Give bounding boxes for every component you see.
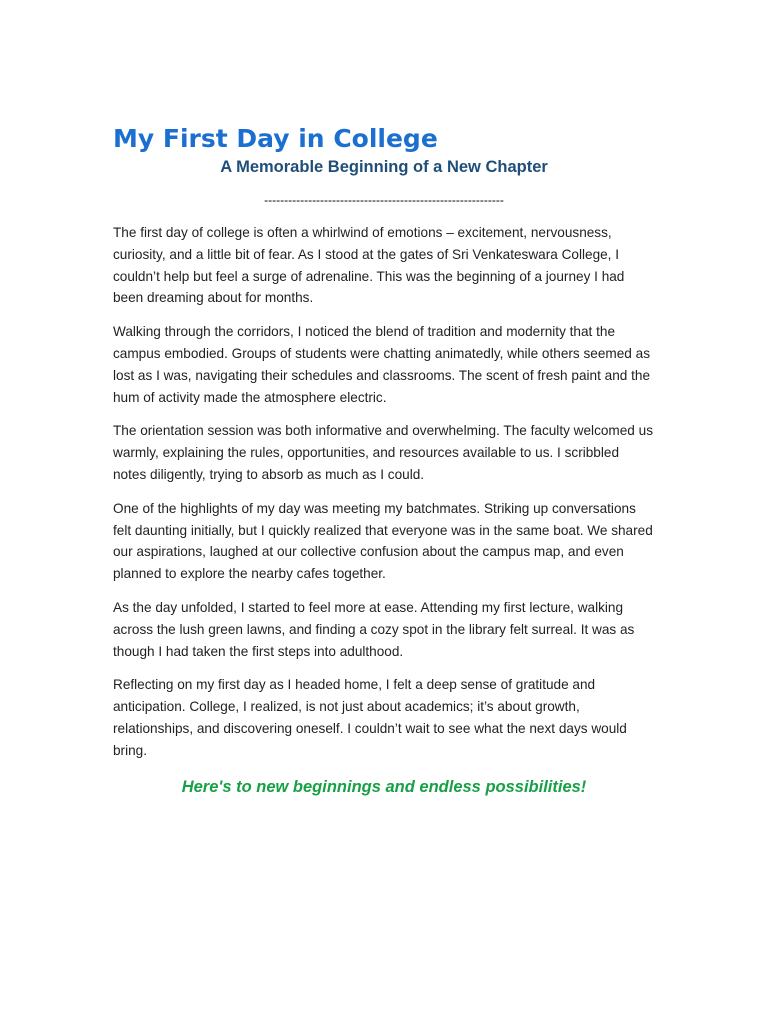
paragraph: Walking through the corridors, I noticed the blend of tradition and modernity that the campus embodied. Groups of students were chatting animatedly, while others seemed as lost as I was, navigating their schedules and classrooms. The scent of fresh paint and the hum of activity made the atmosphere electric. — [113, 324, 650, 405]
paragraph: The first day of college is often a whirlwind of emotions – excitement, nervousness, curiosity, and a little bit of fear. As I stood at the gates of Sri Venkateswara College, I couldn’t help but feel a surge of adrenaline. This was the beginning of a journey I had been dreaming about for months. — [113, 225, 625, 306]
paragraph: Reflecting on my first day as I headed home, I felt a deep sense of gratitude and anticipation. College, I realized, is not just about academics; it’s about growth, relationships, and discovering oneself. I couldn’t wait to see what the next days would bring. — [113, 677, 627, 758]
paragraph: The orientation session was both informative and overwhelming. The faculty welcomed us warmly, explaining the rules, opportunities, and resources available to us. I scribbled notes diligently, trying to absorb as much as I could. — [113, 423, 653, 482]
body-text — [113, 222, 655, 762]
paragraph: As the day unfolded, I started to feel more at ease. Attending my first lecture, walking across the lush green lawns, and finding a cozy spot in the library felt surreal. It was as though I had taken the first steps into adulthood. — [113, 599, 635, 659]
page-subtitle: A Memorable Beginning of a New Chapter — [220, 158, 548, 176]
paragraph: One of the highlights of my day was meeting my batchmates. Striking up conversations felt daunting initially, but I quickly realized that everyone was in the same boat. We shared our aspirations, laughed at our collective confusion about the campus map, and even planned to explore the nearby cafes together. — [113, 500, 653, 582]
page-title: My First Day in College — [113, 124, 438, 153]
document-content — [113, 122, 655, 798]
divider-line: ------------------------------------------------------------ — [264, 193, 504, 207]
closing-line: Here's to new beginnings and endless possibilities! — [181, 777, 587, 796]
